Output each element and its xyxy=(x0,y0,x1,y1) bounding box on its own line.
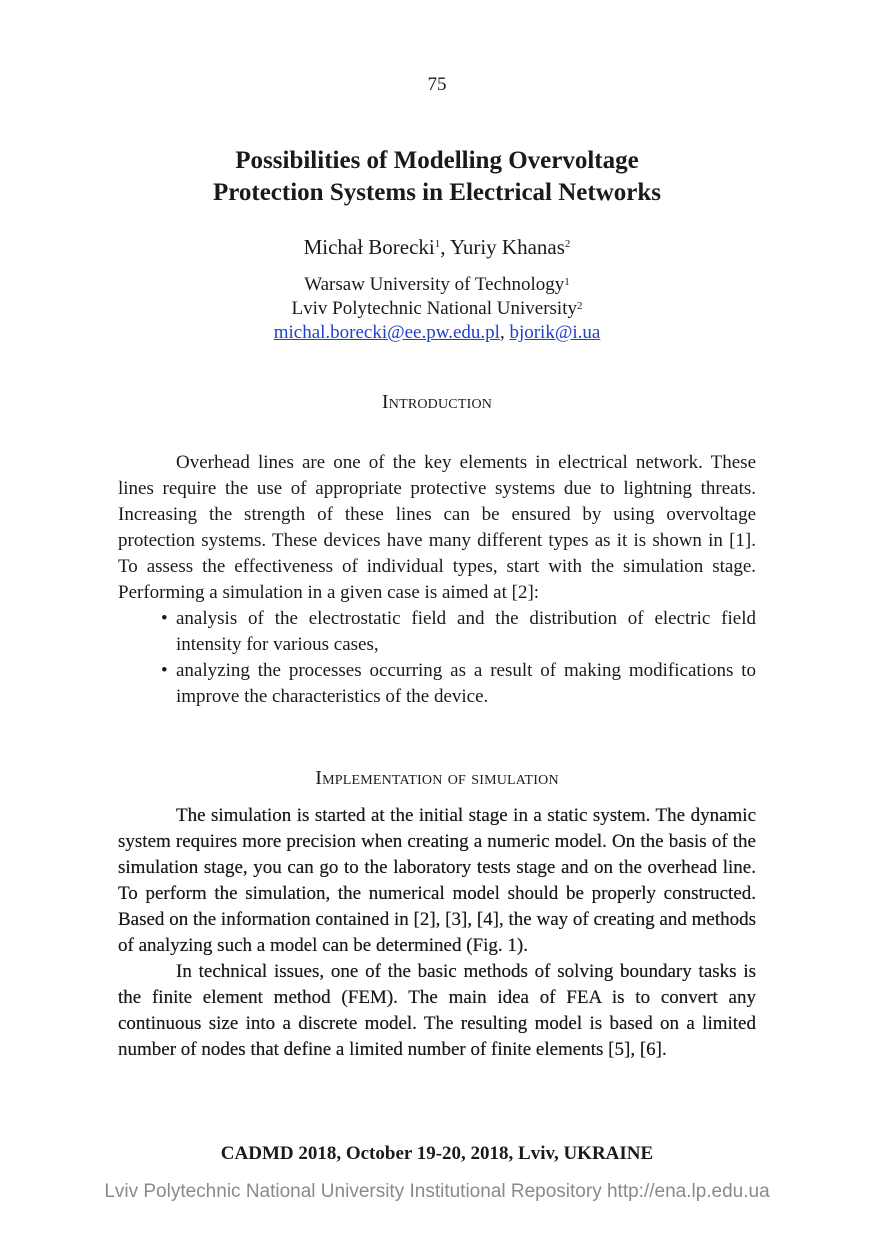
affiliation-name: Lviv Polytechnic National University xyxy=(291,298,577,319)
section-heading-implementation: Implementation of simulation xyxy=(315,767,559,789)
affiliation xyxy=(0,273,874,297)
list-item xyxy=(161,658,756,710)
author-name: Michał Borecki xyxy=(303,235,435,259)
paper-title-line-1: Possibilities of Modelling Overvoltage xyxy=(235,147,639,174)
list-item-text: analysis of the electrostatic field and the distribution of electric field intensity for various cases, xyxy=(176,608,756,655)
affiliation-mark: 1 xyxy=(564,276,570,288)
list-item-text: analyzing the processes occurring as a result of making modifications to improve the characteristics of the device. xyxy=(176,660,756,707)
affiliation-mark: 2 xyxy=(576,300,583,312)
paragraph: The simulation is started at the initial stage in a static system. The dynamic system requires more precision when creating a numeric model. On the basis of the simulation stage, you can go to the laboratory tests stage and on the overhead line. To perform the simulation, the numerical model should be properly constructed. Based on the information contained in [2], [3], [4], the way of creating and methods of analyzing such a model can be determined (Fig. 1). xyxy=(118,805,756,956)
paragraph: Overhead lines are one of the key elements in electrical network. These lines require the use of appropriate protective systems due to lightning threats. Increasing the strength of these lines can be ensured by using overvoltage protection systems. These devices have many different types as it is shown in [1]. To assess the effectiveness of individual types, start with the simulation stage. Performing a simulation in a given case is aimed at [2]: xyxy=(118,452,756,603)
paragraph: In technical issues, one of the basic methods of solving boundary tasks is the finite element method (FEM). The main idea of FEA is to convert any continuous size into a discrete model. The resulting model is based on a limited number of nodes that define a limited number of finite elements [5], [6]. xyxy=(118,961,756,1060)
introduction-body xyxy=(118,450,756,710)
bullet-icon: • xyxy=(161,608,168,629)
page-number: 75 xyxy=(427,74,447,95)
paper-title xyxy=(0,145,874,209)
affiliation-name: Warsaw University of Technology xyxy=(304,274,565,295)
email-separator: , xyxy=(499,322,510,343)
author-name: Yuriy Khanas xyxy=(450,235,565,259)
email-line xyxy=(0,321,874,345)
email-link[interactable]: michal.borecki@ee.pw.edu.pl xyxy=(273,322,500,343)
email-link[interactable]: bjorik@i.ua xyxy=(509,322,601,343)
author-affiliation-mark: 2 xyxy=(564,238,571,250)
section-heading-introduction: Introduction xyxy=(381,391,493,413)
conference-footer: CADMD 2018, October 19-20, 2018, Lviv, UKRAINE xyxy=(220,1143,654,1164)
paper-title-line-2: Protection Systems in Electrical Networks xyxy=(212,179,662,206)
author-list xyxy=(0,233,874,261)
bullet-list xyxy=(118,606,756,710)
affiliations xyxy=(0,273,874,345)
author-separator: , xyxy=(440,235,451,259)
author-affiliation-mark: 1 xyxy=(434,238,441,250)
implementation-body xyxy=(118,803,756,1063)
affiliation xyxy=(0,297,874,321)
repository-watermark: Lviv Polytechnic National University Institutional Repository http://ena.lp.edu.ua xyxy=(104,1181,770,1202)
bullet-icon: • xyxy=(161,660,168,681)
list-item xyxy=(161,606,756,658)
